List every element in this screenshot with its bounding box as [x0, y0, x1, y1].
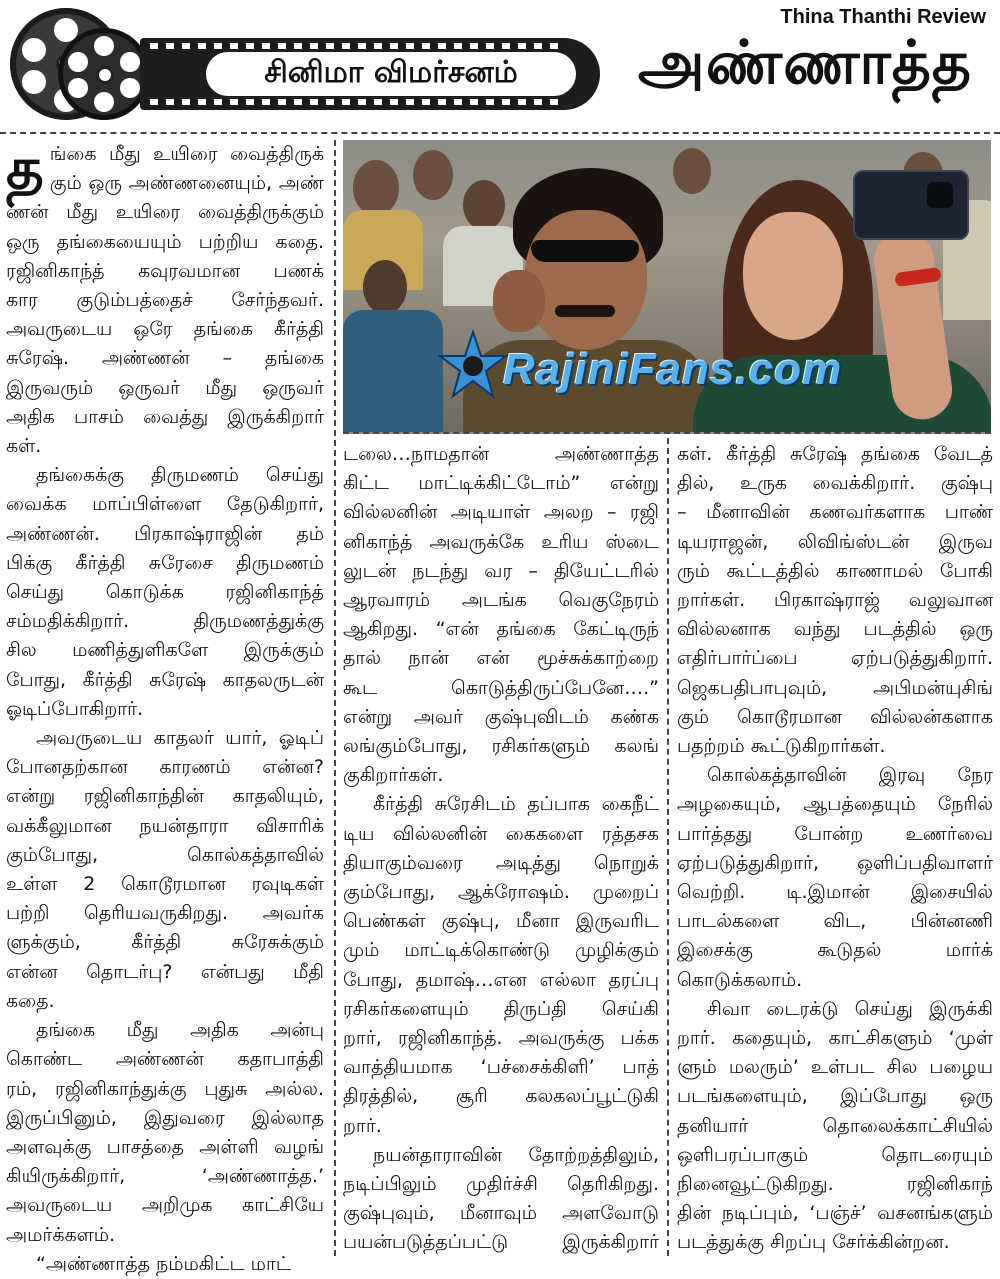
col2-line: என்று அவர் குஷ்புவிடம் கண்க — [343, 705, 659, 728]
col3-line: கள். கீர்த்தி சுரேஷ் தங்கை வேடத் — [677, 443, 993, 465]
col3-line: அழகையும், ஆபத்தையும் நேரில் — [677, 793, 993, 816]
film-strip-banner — [140, 38, 600, 110]
col3-line: வில்லனாக வந்து படத்தில் ஒரு — [677, 618, 993, 641]
source-tag: Thina Thanthi Review — [780, 6, 986, 28]
col1-line: ரஜினிகாந்த் கவுரவமான பணக் — [6, 259, 324, 282]
col2-line: நடிப்பிலும் முதிர்ச்சி தெரிகிறது. — [343, 1173, 659, 1196]
col3-line: றார். கதையும், காட்சிகளும் ‘முள் — [677, 1027, 993, 1050]
col2-line: வில்லனின் அடியாள் அலற – ரஜி — [343, 501, 659, 524]
col2-line: னிகாந்த் அவருக்கே உரிய ஸ்டை — [343, 530, 659, 553]
col3-line: வெற்றி. டி.இமான் இசையில் — [677, 881, 993, 904]
col2-line: மும் மாட்டிக்கொண்டு முழிக்கும் — [343, 939, 659, 962]
movie-still-photo — [343, 140, 991, 434]
col2-line: திரத்தில், சூரி கலகலப்பூட்டுகி — [343, 1085, 659, 1108]
col3-line: ஒளிபரப்பாகும் தொடரையும் — [677, 1143, 993, 1166]
col1-line: அமர்க்களம். — [6, 1223, 116, 1246]
col1-line: பிக்கு கீர்த்தி சுரேசை திருமணம் — [6, 551, 324, 574]
col3-line: றார்கள். பிரகாஷ்ராஜ் வலுவான — [677, 589, 993, 612]
col1-line: செய்து கொடுக்க ரஜினிகாந்த் — [6, 581, 324, 604]
col2-line: கிட்ட மாட்டிக்கிட்டோம்” என்று — [343, 472, 659, 495]
col1-line: கள். — [6, 435, 42, 458]
col3-line: சிவா டைரக்டு செய்து இருக்கி — [707, 997, 993, 1020]
drop-cap: த — [6, 134, 44, 202]
col2-line: வாத்தியமாக ‘பச்சைக்கிளி’ பாத் — [343, 1056, 659, 1079]
phone-selfie — [853, 170, 969, 240]
article-column-3 — [677, 440, 993, 1258]
col3-line: ஏற்படுத்துகிறார், ஒளிப்பதிவாளர் — [677, 851, 993, 874]
article-column-1 — [6, 134, 324, 1279]
col3-line: படங்களையும், இப்போது ஒரு — [677, 1085, 993, 1108]
col1-line: தங்கைக்கு திருமணம் செய்து — [36, 464, 324, 487]
col1-line: வக்கீலுமான நயன்தாரா விசாரிக் — [6, 814, 324, 837]
col2-line: கீர்த்தி சுரேசிடம் தப்பாக கைநீட் — [373, 793, 659, 816]
col1-line: கும்போது, கொல்கத்தாவில் — [6, 843, 324, 866]
col2-line: ரசிகர்களையும் திருப்தி செய்கி — [343, 997, 659, 1020]
col2-line: றார். — [343, 1114, 382, 1137]
sunglasses — [531, 240, 639, 262]
col2-line: கும்போது, ஆக்ரோஷம். முறைப் — [343, 881, 659, 904]
film-reel-small-icon — [58, 28, 150, 120]
col1-line: கும் ஒரு அண்ணனையும், அண் — [49, 172, 324, 195]
col3-line: ஜெகபதிபாபுவும், அபிமன்யுசிங் — [677, 676, 993, 699]
col3-line: பார்த்தது போன்ற உணர்வை — [677, 822, 993, 845]
col2-line: லுடன் நடந்து வர – தியேட்டரில் — [343, 559, 659, 582]
col2-line: ஆரவாரம் அடங்க வெகுநேரம் — [343, 589, 659, 612]
col1-line: கதை. — [6, 989, 55, 1012]
col1-line: ங்கை மீது உயிரை வைத்திருக் — [49, 143, 324, 165]
section-label: சினிமா விமர்சனம் — [264, 54, 518, 90]
header-rule — [0, 132, 1000, 134]
col3-line: தின் நடிப்பும், ‘பஞ்ச்’ வசனங்களும் — [677, 1202, 993, 1225]
col1-line: கியிருக்கிறார், ‘அண்ணாத்த.’ — [6, 1165, 324, 1188]
col2-line: போது, தமாஷ்…என எல்லா தரப்பு — [343, 968, 659, 991]
col2-line: லங்கும்போது, ரசிகர்களும் கலங் — [343, 735, 659, 758]
col3-line: இசைக்கு கூடுதல் மார்க் — [677, 939, 993, 962]
col3-line: எதிர்பார்ப்பை ஏற்படுத்துகிறார். — [677, 647, 993, 670]
col1-line: அதிக பாசம் வைத்து இருக்கிறார் — [6, 405, 324, 428]
star-logo-icon — [438, 330, 508, 400]
col1-line: சில மணித்துளிகளே இருக்கும் — [6, 639, 324, 662]
col1-line: இருவரும் ஒருவர் மீது ஒருவர் — [6, 376, 324, 399]
column-divider-2 — [667, 438, 669, 1256]
col3-line: பாடல்களை விட, பின்னணி — [677, 910, 993, 933]
col3-line: கொல்கத்தாவின் இரவு நேர — [707, 764, 993, 787]
col2-line: பயன்படுத்தப்பட்டு இருக்கிறார் — [343, 1231, 659, 1254]
col3-line: தில், உருக வைக்கிறார். குஷ்பு — [677, 472, 993, 495]
col1-line: அவருடைய அறிமுக காட்சியே — [6, 1194, 324, 1217]
col3-line: ரும் கூட்டத்தில் காணாமல் போகி — [677, 559, 993, 582]
col2-line: ஆகிறது. “என் தங்கை கேட்டிருந் — [343, 618, 659, 641]
col3-line: – மீனாவின் கணவர்களாக பாண் — [677, 501, 993, 524]
col1-line: அவருடைய ஒரே தங்கை கீர்த்தி — [6, 318, 324, 341]
col3-line: கொடுக்கலாம். — [677, 968, 803, 991]
col1-line: சுரேஷ். அண்ணன் – தங்கை — [6, 347, 324, 370]
col1-line: அவருடைய காதலர் யார், ஓடிப் — [36, 727, 324, 750]
col3-line: நினைவூட்டுகிறது. ரஜினிகாந் — [677, 1173, 993, 1196]
col2-line: குகிறார்கள். — [343, 764, 444, 787]
col1-line: என்று ரஜினிகாந்தின் காதலியும், — [6, 785, 324, 808]
col2-line: தால் நான் என் மூச்சுக்காற்றை — [343, 647, 659, 670]
article-column-2 — [343, 440, 659, 1258]
column-divider-1 — [334, 140, 336, 1256]
col1-line: என்ன தொடர்பு? என்பது மீதி — [6, 960, 324, 983]
col1-line: உள்ள 2 கொடூரமான ரவுடிகள் — [6, 873, 324, 896]
col1-line: அளவுக்கு பாசத்தை அள்ளி வழங் — [6, 1135, 324, 1158]
movie-title: அண்ணாத்த — [638, 28, 972, 98]
col2-line: குஷ்புவும், மீனாவும் அளவோடு — [343, 1202, 659, 1225]
col2-line: டிய வில்லனின் கைகளை ரத்தசக — [343, 822, 659, 845]
col3-line: தனியார் தொலைக்காட்சியில் — [677, 1114, 993, 1137]
col1-line: தங்கை மீது அதிக அன்பு — [36, 1019, 324, 1042]
col1-line: ரம், ரஜினிகாந்துக்கு புதுசு அல்ல. — [6, 1077, 324, 1100]
col1-line: போது, கீர்த்தி சுரேஷ் காதலருடன் — [6, 668, 324, 691]
col2-line: றார், ரஜினிகாந்த். அவருக்கு பக்க — [343, 1027, 659, 1050]
col2-line: கூட கொடுத்திருப்பேனே….” — [343, 676, 659, 699]
col1-line: வைக்க மாப்பிள்ளை தேடுகிறார், — [6, 493, 324, 516]
col3-line: டியராஜன், லிவிங்ஸ்டன் இருவ — [677, 530, 993, 553]
col3-line: பதற்றம் கூட்டுகிறார்கள். — [677, 735, 886, 758]
col3-line: ளும் மலரும்’ உள்பட சில பழைய — [677, 1056, 993, 1079]
col3-line: கும் கொடூரமான வில்லன்களாக — [677, 705, 993, 728]
col1-line: பற்றி தெரியவருகிறது. அவர்க — [6, 902, 324, 925]
col1-line: இருப்பினும், இதுவரை இல்லாத — [6, 1106, 324, 1129]
col1-line: “அண்ணாத்த நம்மகிட்ட மாட் — [36, 1252, 291, 1275]
col2-line: பெண்கள் குஷ்பு, மீனா இருவரிட — [343, 910, 659, 933]
watermark-text: RajiniFans.com — [503, 345, 843, 394]
col1-line: ளுக்கும், கீர்த்தி சுரேசுக்கும் — [6, 931, 324, 954]
col1-line: கொண்ட அண்ணன் கதாபாத்தி — [6, 1048, 324, 1071]
col1-line: அண்ணன். பிரகாஷ்ராஜின் தம் — [6, 522, 324, 545]
col2-line: நயன்தாராவின் தோற்றத்திலும், — [373, 1143, 659, 1166]
col1-line: போனதற்கான காரணம் என்ன? — [6, 756, 324, 779]
col1-line: சம்மதிக்கிறார். திருமணத்துக்கு — [6, 610, 324, 633]
col3-line: படத்துக்கு சிறப்பு சேர்க்கின்றன. — [677, 1231, 950, 1254]
col1-line: ஒரு தங்கையையும் பற்றிய கதை. — [6, 230, 324, 253]
col1-line: ணன் மீது உயிரை வைத்திருக்கும் — [6, 201, 324, 224]
col2-line: டலை…நாமதான் அண்ணாத்த — [343, 443, 659, 465]
col2-line: தியாகும்வரை அடித்து நொறுக் — [343, 851, 659, 874]
col1-line: ஓடிப்போகிறார். — [6, 697, 144, 720]
col1-line: கார குடும்பத்தைச் சேர்ந்தவர். — [6, 289, 324, 312]
